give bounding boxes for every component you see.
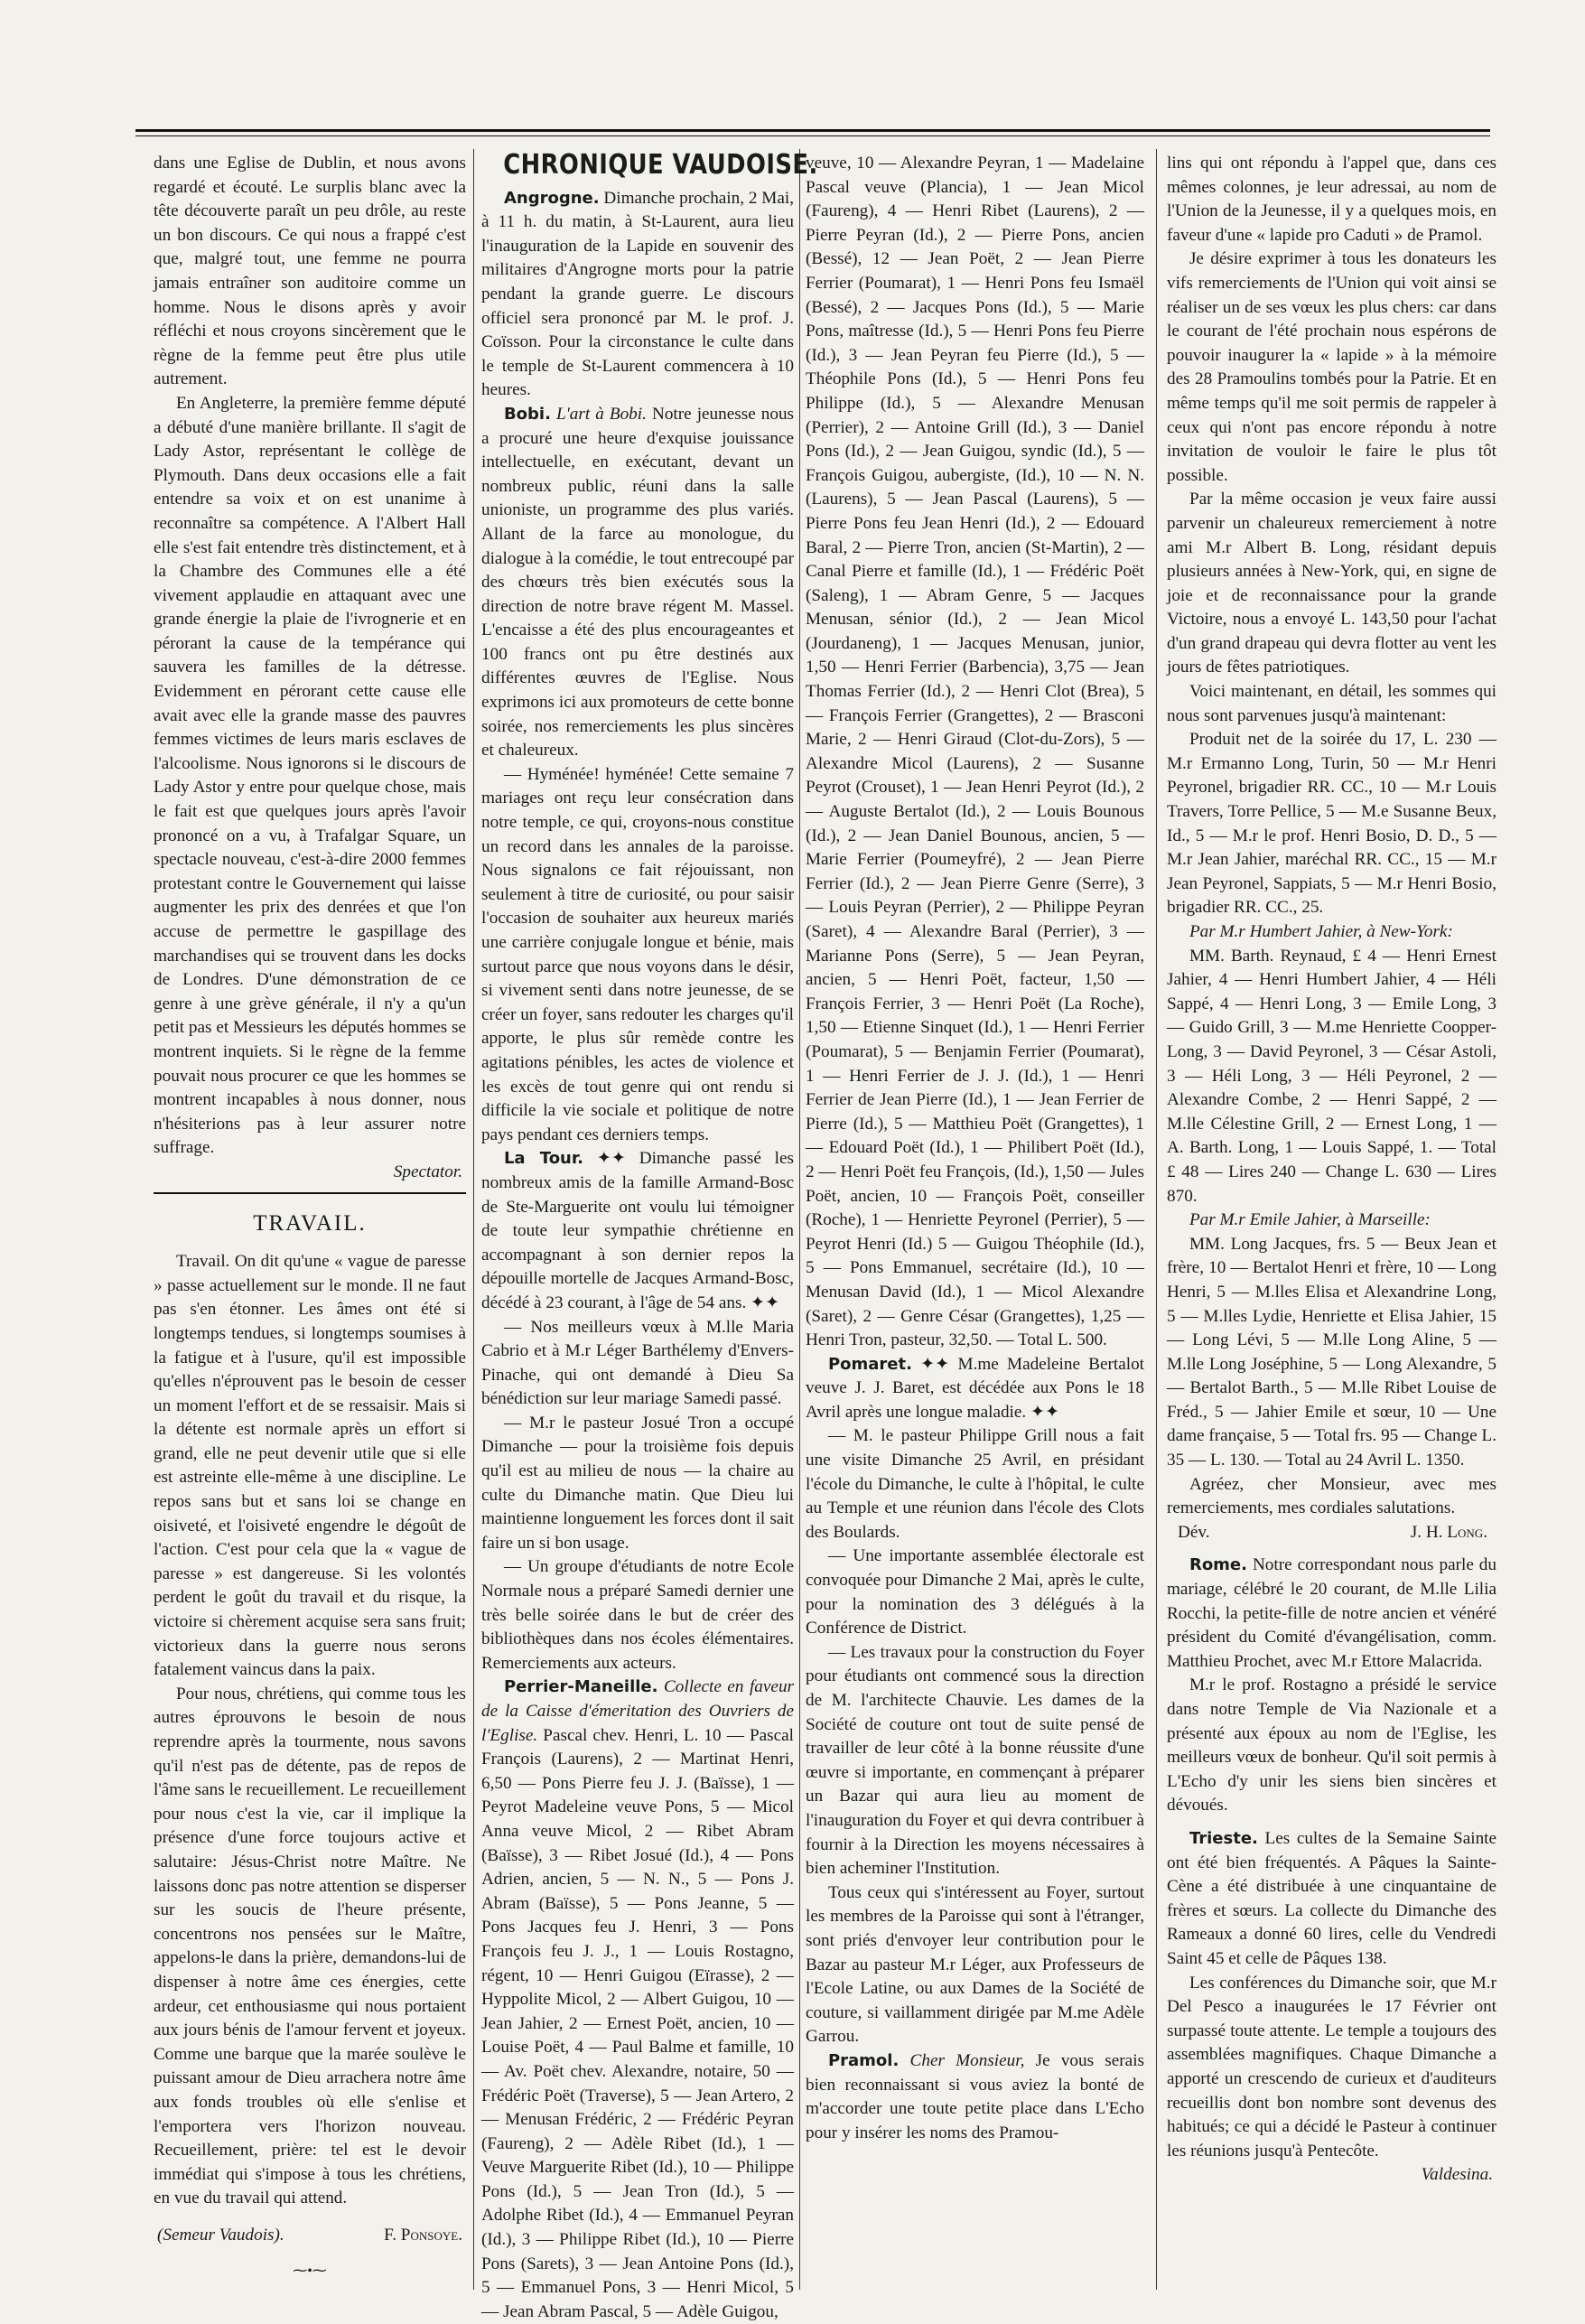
column-1: [154, 152, 466, 2292]
news-text: ✦✦ M.me Madeleine Bertalot veuve J. J. Baret, est décédée aux Pons le 18 Avril après une longue maladie. ✦✦: [806, 1354, 1144, 1422]
donor-list: veuve, 10 — Alexandre Peyran, 1 — Madelaine Pascal veuve (Plancia), 1 — Jean Micol (Faureng), 4 — Henri Ribet (Laurens), 2 — Pierre Peyran (Id.), 2 — Pierre Pons, ancien (Bessé), 12 — Jean Poët, 2 — Jean Pierre Ferrier (Poumarat), 1 — Henri Pons feu Ismaël (Bessé), 2 — Jacques Pons (Id.), 5 — Marie Pons, maîtresse (Id.), 5 — Henri Pons feu Pierre (Id.), 3 — Jean Peyran feu Pierre (Id.), 5 — Théophile Pons (Id.), 5 — Henri Pons feu Philippe (Id.), 5 — Alexandre Menusan (Perrier), 2 — Antoine Grill (Id.), 3 — Daniel Pons (Id.), 2 — Jean Guigou, syndic (Id.), 5 — François Guigou, aubergiste, (Id.), 10 — N. N. (Laurens), 5 — Jean Pascal (Laurens), 5 — Pierre Pons feu Jean Henri (Id.), 2 — Edouard Baral, 2 — Pierre Tron, ancien (St-Martin), 2 — Canal Pierre et famille (Id.), 1 — Frédéric Poët (Saleng), 1 — Abram Genre, 5 — Jacques Menusan, sénior (Id.), 2 — Jean Micol (Jourdaneng), 1 — Jacques Menusan, junior, 1,50 — Henri Ferrier (Barbencia), 3,75 — Jean Thomas Ferrier (Id.), 2 — Henri Clot (Brea), 5 — François Ferrier (Grangettes), 2 — Brasconi Marie, 2 — Henri Giraud (Clot-du-Zors), 5 — Alexandre Micol (Laurens), 2 — Susanne Peyrot (Crouset), 1 — Jean Henri Peyrot (Id.), 2 — Auguste Bertalot (Id.), 2 — Louis Bounous (Id.), 2 — Jean Daniel Bounous, ancien, 5 — Marie Ferrier (Poumeyfré), 2 — Jean Pierre Ferrier (Id.), 2 — Jean Pierre Genre (Serre), 3 — Louis Peyran (Perrier), 2 — Philippe Peyran (Saret), 4 — Alexandre Baral (Perrier), 3 — Marianne Pons (Serre), 5 — Jean Peyran, ancien, 5 — Henri Poët, facteur, 1,50 — François Ferrier, 3 — Henri Poët (La Roche), 1,50 — Etienne Sinquet (Id.), 1 — Henri Ferrier (Poumarat), 5 — Benjamin Ferrier (Poumarat), 1 — Henri Ferrier de J. J. (Id.), 1 — Henri Ferrier de Jean Pierre (Id.), 1 — Jean Ferrier de Pierre (Id.), 5 — Matthieu Poët (Grangettes), 1 — Edouard Poët (Id.), 1 — Philibert Poët (Id.), 2 — Henri Poët feu François, (Id.), 1,50 — Jules Poët, ancien, 10 — François Poët, conseiller (Roche), 1 — Henriette Peyronel (Perrier), 5 — Peyrot Henri (Id.) 5 — Guigou Théophile (Id.), 5 — Pons Emmanuel, secrétaire (Id.), 10 — Menusan David (Id.), 1 — Micol Alexandre (Saret), 2 — Genre César (Grangettes), 1,25 — Henri Tron, pasteur, 32,50. — Total L. 500.: [806, 154, 1144, 1350]
author-signature: F. Ponsoye.: [384, 2225, 462, 2245]
news-text: Dimanche prochain, 2 Mai, à 11 h. du matin, à St-Laurent, aura lieu l'inauguration de la Lapide en souvenir des militaires d'Angrogne morts pour la patrie pendant la grande guerre. Le discours officiel sera prononcé par M. le prof. J. Coïsson. Pour la circonstance le culte dans le temple de St-Laurent commencera à 10 heures.: [481, 188, 795, 400]
news-subtitle: Cher Monsieur,: [909, 2050, 1025, 2070]
place-heading: Pomaret.: [827, 1354, 912, 1374]
article-paragraph: Travail. On dit qu'une « vague de paresse » passe actuellement sur le monde. Il ne faut pas s'en étonner. Les âmes ont été si longtemps tendues, si longtemps soumises à la fatigue et à l'usure, qu'il est impossible qu'elles n'éprouvent pas le besoin de cesser un moment l'effort et de se ressaisir. Mais si la détente est normale après un effort si grand, elle ne peut devenir utile que si elle est astreinte elle-même à une discipline. Le repos sans but et sans loi se change en oisiveté, et l'oisiveté engendre le dégoût de l'action. C'est pour cela que la « vague de paresse » est dangereuse. Si les volontés perdent le goût du travail et du risque, la victoire si chèrement acquise sera sans fruit; victorieux dans la guerre nous serons fatalement vaincus dans la paix.: [154, 1252, 466, 1680]
donor-list: MM. Long Jacques, frs. 5 — Beux Jean et frère, 10 — Bertalot Henri et frère, 10 — Long Henri, 5 — M.lles Elisa et Alexandrine Long, 5 — M.lles Lydie, Henriette et Elisa Jahier, 15 — Long Lévi, 5 — M.lle Long Aline, 5 — M.lle Long Joséphine, 5 — Long Alexandre, 5 — Bertalot Barth., 5 — M.lle Ribet Louise de Fréd., 5 — Jahier Emile et sœur, 10 — Une dame française, 5 — Total frs. 95 — Change L. 35 — L. 130. — Total au 24 Avril L. 1350.: [1167, 1234, 1496, 1470]
news-text: Agréez, cher Monsieur, avec mes remerciements, mes cordiales salutations.: [1167, 1474, 1496, 1518]
news-subtitle: L'art à Bobi.: [556, 404, 647, 424]
column-separator: [799, 149, 800, 2290]
place-heading: Pramol.: [827, 2050, 900, 2070]
signature-line: [1167, 2163, 1496, 2188]
place-heading: Angrogne.: [503, 188, 600, 208]
place-heading: Rome.: [1189, 1555, 1247, 1575]
chronique-title: CHRONIQUE VAUDOISE.: [503, 149, 818, 181]
news-text: Je désire exprimer à tous les donateurs les vifs remerciements de l'Union qui voit ainsi se réaliser un de ses vœux les plus chers: car dans le courant de l'été prochain nous espérons de pouvoir inaugurer la « lapide » à la mémoire des 28 Pramoulins tombés pour la Patrie. Et en même temps qu'il me soit permis de rappeler à ceux qui n'ont pas encore répondu à notre invitation de vouloir le faire le plus tôt possible.: [1167, 249, 1496, 485]
column-separator: [1156, 149, 1157, 2290]
list-heading: Par M.r Emile Jahier, à Marseille:: [1189, 1210, 1431, 1230]
top-rule: [135, 129, 1490, 136]
place-heading: Trieste.: [1189, 1828, 1258, 1848]
source-attribution: (Semeur Vaudois).: [157, 2225, 284, 2245]
news-text: ✦✦ Dimanche passé les nombreux amis de la famille Armand-Bosc de Ste-Marguerite ont voulu lui témoigner de toute leur sympathie chrétienne en accompagnant à son dernier repos la dépouille mortelle de Jacques Armand-Bosc, décédé à 23 courant, à l'âge de 54 ans. ✦✦: [481, 1149, 794, 1312]
column-3: [806, 152, 1144, 2292]
article-paragraph: dans une Eglise de Dublin, et nous avons regardé et écouté. Le surplis blanc avec la tête découverte paraît un peu drôle, au reste un bon discours. Ce qui nous a frappé c'est que, malgré tout, une femme ne pourra jamais entraîner son auditoire comme un homme. Nous le disons après y avoir réfléchi et nous croyons sincèrement que le règne de la femme peut être plus utile autrement.: [154, 154, 466, 389]
news-text: Les cultes de la Semaine Sainte ont été bien fréquentés. A Pâques la Sainte-Cène a été distribuée à une cinquantaine de frères et sœurs. La collecte du Dimanche des Rameaux a donné 60 lires, celle du Vendredi Saint 45 et celle de Pâques 138.: [1167, 1828, 1497, 1968]
travail-title: TRAVAIL.: [253, 1210, 367, 1236]
news-text: Voici maintenant, en détail, les sommes qui nous sont parvenues jusqu'à maintenant:: [1167, 682, 1496, 725]
column-2: [481, 149, 818, 2321]
news-subtitle: Collecte en faveur de la Caisse d'émeritation des Ouvriers de l'Eglise.: [481, 1677, 794, 1745]
news-text: Tous ceux qui s'intéressent au Foyer, surtout les membres de la Paroisse qui sont à l'étranger, sont priés d'envoyer leur contribution pour le Bazar au pasteur M.r Léger, aux Professeurs de l'Ecole Latine, ou aux Dames de la Société de couture, si vaillamment dirigée par M.me Adèle Garrou.: [806, 1882, 1144, 2047]
news-text: — Hyménée! hyménée! Cette semaine 7 mariages ont reçu leur consécration dans notre temple, ce qui, croyons-nous constitue un record dans les annales de la paroisse. Nous signalons ce fait réjouissant, non seulement à titre de curiosité, ou pour saisir l'occasion de souhaiter aux heureux mariés une carrière conjugale longue et bénie, mais surtout parce que nous voyons dans le désir, si vivement senti dans notre jeunesse, de se créer un foyer, sans redouter les charges qu'il apporte, le plus sûr remède contre les agitations pénibles, les actes de violence et les excès de tout genre qui ont rendu si difficile la vie sociale et politique de notre pays pendant ces derniers temps.: [481, 764, 794, 1144]
signature-line: [154, 2224, 466, 2248]
place-heading: Perrier-Maneille.: [503, 1677, 658, 1697]
news-text: — Nos meilleurs vœux à M.lle Maria Cabrio et à M.r Léger Barthélemy d'Envers-Pinache, qui ont demandé à Dieu Sa bénédiction sur leur mariage Samedi passé.: [481, 1317, 794, 1409]
news-text: — Un groupe d'étudiants de notre Ecole Normale nous a préparé Samedi dernier une très belle soirée dans le but de créer des bibliothèques dans nos écoles élémentaires. Remerciements aux acteurs.: [481, 1557, 794, 1673]
news-text: M.r le prof. Rostagno a présidé le service dans notre Temple de Via Nazionale et a présenté aux époux au nom de l'Eglise, les meilleurs vœux de bonheur. Qu'il soit permis à L'Echo d'y unir les siens bien sincères et dévoués.: [1167, 1675, 1496, 1815]
donor-list: Produit net de la soirée du 17, L. 230 — M.r Ermanno Long, Turin, 50 — M.r Henri Peyronel, brigadier RR. CC., 10 — M.r Louis Travers, Torre Pellice, 5 — M.e Susanne Beux, Id., 5 — M.r le prof. Henri Bosio, D. D., 5 — M.r Jean Jahier, maréchal RR. CC., 15 — M.r Jean Peyronel, Sappiats, 5 — M.r Henri Bosio, brigadier RR. CC., 25.: [1167, 730, 1496, 918]
place-heading: La Tour.: [503, 1149, 584, 1169]
ornament: ⁓•⁓: [293, 2263, 327, 2280]
section-rule: [154, 1192, 466, 1194]
news-text: Par la même occasion je veux faire aussi parvenir un chaleureux remerciement à notre ami M.r Albert B. Long, résidant depuis plusieurs années à New-York, qui, en signe de joie et de reconnaissance pour la grande Victoire, nous a envoyé L. 143,50 pour l'achat d'un grand drapeau qui devra flotter au vent les jours de fêtes patriotiques.: [1167, 490, 1496, 677]
signature-dev: Dév.: [1178, 1522, 1210, 1542]
column-4: [1167, 152, 1496, 2292]
place-heading: Bobi.: [503, 404, 551, 424]
news-text: — Les travaux pour la construction du Foyer pour étudiants ont commencé sous la direction de M. l'architecte Chauvie. Les dames de la Société de couture ont tout de suite pensé de travailler de leur côté à la bonne réussite d'une œuvre si importante, en commençant à préparer un Bazar qui aura lieu au moment de l'inauguration du Foyer et qui devra contribuer à fournir à la Direction les moyens nécessaires à bien acheminer l'Institution.: [806, 1642, 1144, 1879]
news-text: Notre correspondant nous parle du mariage, célébré le 20 courant, de M.lle Lilia Rocchi, la petite-fille de notre ancien et vénéré président du Comité d'évangélisation, comm. Matthieu Prochet, avec M.r Ettore Malacrida.: [1167, 1555, 1496, 1671]
signature-line: [154, 1161, 466, 1185]
news-text: Notre jeunesse nous a procuré une heure d'exquise jouissance intellectuelle, en exécutant, devant un nombreux public, réuni dans la salle unioniste, un programme des plus variés. Allant de la farce au monologue, du dialogue à la comédie, le tout entrecoupé par des chœurs très bien exécutés sous la direction de notre brave régent M. Massel. L'encaisse a été des plus encourageantes et 100 francs ont pu être destinés aux différentes œuvres de l'Eglise. Nous exprimons ici aux promoteurs de cette bonne soirée, nos remerciements les plus sincères et chaleureux.: [481, 404, 795, 761]
signature-line: [1167, 1521, 1496, 1545]
news-text: lins qui ont répondu à l'appel que, dans ces mêmes colonnes, je leur adressai, au nom de l'Union de la Jeunesse, il y a quelques mois, en faveur d'une « lapide pro Caduti » de Pramol.: [1167, 154, 1496, 245]
article-paragraph: En Angleterre, la première femme député a débuté d'une manière brillante. Il s'agit de Lady Astor, représentant le collège de Plymouth. Dans deux occasions elle a fait entendre sa voix et on est unanime à reconnaître sa compétence. A l'Albert Hall elle s'est fait entendre très distinctement, et à la Chambre des Communes elle a été vivement applaudie en attaquant avec une grande énergie la plaie de l'ivrognerie et en pérorant la cause de la tempérance qui sauvera les familles de la détresse. Evidemment en pérorant cette cause elle avait avec elle la grande masse des pauvres femmes victimes de leurs maris esclaves de l'alcoolisme. Nous ignorons si le discours de Lady Astor y entre pour quelque chose, mais le fait est que quelques jours après l'avoir prononcé on a vu, à Trafalgar Square, un spectacle nouveau, c'est-à-dire 2000 femmes protestant contre le Gouvernement qui laisse augmenter les prix des denrées et que l'on accuse de permettre le gaspillage des marchandises qui se trouvent dans les docks de Londres. D'une démonstration de ce genre à une grève générale, il n'y a qu'un petit pas et Messieurs les députés hommes se montrent inquiets. Si le règne de la femme pouvait nous procurer ce que les hommes se montrent incapables à nous donner, nous n'hésiterions pas à leur assurer notre suffrage.: [154, 393, 466, 1158]
news-text: Je vous serais bien reconnaissant si vous aviez la bonté de m'accorder une toute petite place dans L'Echo pour y insérer les noms des Pramou-: [806, 2050, 1144, 2142]
signature-valdesina: Valdesina.: [1421, 2165, 1493, 2185]
article-paragraph: Pour nous, chrétiens, qui comme tous les autres éprouvons le besoin de nous reprendre après la tourmente, nous savons qu'il n'est pas de détente, pas de repos de l'âme sans le recueillement. Le recueillement pour nous c'est la vie, car il implique la présence d'une force toujours active et salutaire: Jésus-Christ notre Maître. Ne laissons donc pas notre attention se disperser sur les soucis de l'heure présente, concentrons nos pensées sur le Maître, appelons-le dans la prière, demandons-lui de dispenser à notre âme ces énergies, cette ardeur, cet enthousiasme qui nous portaient aux jours bénis de l'amour fervent et joyeux. Comme une barque que la marée soulève le puissant amour de Dieu arrachera notre âme aux fonds troubles où elle s'enlise et l'emportera vers l'horizon nouveau. Recueillement, prière: tel est le devoir immédiat qui s'impose à tous les chrétiens, en vue du travail qui attend.: [154, 1684, 466, 2208]
donor-list: MM. Barth. Reynaud, £ 4 — Henri Ernest Jahier, 4 — Henri Humbert Jahier, 4 — Héli Sappé, 4 — Henri Long, 3 — Emile Long, 3 — Guido Grill, 3 — M.me Henriette Coopper-Long, 3 — David Peyronel, 3 — César Astoli, 3 — Héli Long, 3 — Héli Peyronel, 2 — Alexandre Combe, 2 — Henri Sappé, 2 — M.lle Célestine Grill, 2 — Ernest Long, 1 — A. Barth. Long, 1 — Louis Sappé, 1. — Total £ 48 — Lires 240 — Change L. 630 — Lires 870.: [1167, 946, 1496, 1206]
news-text: — M. le pasteur Philippe Grill nous a fait une visite Dimanche 25 Avril, en présidant l'école du Dimanche, le culte à l'hôpital, le culte au Temple et une réunion dans l'école des Clots des Boulards.: [806, 1426, 1144, 1542]
donor-list: Pascal chev. Henri, L. 10 — Pascal François (Laurens), 2 — Martinat Henri, 6,50 — Pons Pierre feu J. J. (Baïsse), 1 — Peyrot Madeleine veuve Pons, 5 — Micol Anna veuve Micol, 2 — Ribet Abram (Baïsse), 3 — Ribet Josué (Id.), 4 — Pons Adrien, ancien, 5 — N. N., 5 — Pons J. Abram (Baïsse), 5 — Pons Jeanne, 5 — Pons Jacques feu J. Henri, 3 — Pons François feu J. J., 1 — Louis Rostagno, régent, 10 — Henri Guigou (Eïrasse), 2 — Hyppolite Micol, 2 — Albert Guigou, 10 — Jean Jahier, 2 — Ernest Poët, ancien, 10 — Louise Poët, 4 — Paul Balme et famille, 10 — Av. Poët chev. Alexandre, notaire, 50 — Frédéric Poët (Traverse), 5 — Jean Artero, 2 — Menusan Frédéric, 2 — Frédéric Peyran (Faureng), 2 — Adèle Ribet (Id.), 1 — Veuve Marguerite Ribet (Id.), 10 — Philippe Pons (Id.), 5 — Jean Tron (Id.), 5 — Adolphe Ribet (Id.), 4 — Emmanuel Peyran (Id.), 3 — Philippe Ribet (Id.), 10 — Pierre Pons (Sarets), 3 — Jean Antoine Pons (Id.), 5 — Emmanuel Pons, 3 — Henri Micol, 5 — Jean Abram Pascal, 5 — Adèle Guigou,: [481, 1725, 795, 2321]
news-text: Les conférences du Dimanche soir, que M.r Del Pesco a inaugurées le 17 Février ont surpassé toute attente. Le temple a toujours des assemblées magnifiques. Chaque Dimanche a apporté un crescendo de curieux et d'auditeurs recueillis dont bon nombre sont devenus des habitués; ce qui a décidé le Pasteur à continuer les réunions jusqu'à Pentecôte.: [1167, 1973, 1496, 2161]
news-text: — M.r le pasteur Josué Tron a occupé Dimanche — pour la troisième fois depuis qu'il est au milieu de nous — la chaire au culte du Dimanche matin. Que Dieu lui maintienne longuement les forces dont il sait faire un si bon usage.: [481, 1413, 794, 1553]
news-text: — Une importante assemblée électorale est convoquée pour Dimanche 2 Mai, après le culte, pour la nomination des 3 délégués à la Conférence de District.: [806, 1546, 1144, 1638]
author-signature: J. H. Long.: [1410, 1522, 1487, 1542]
list-heading: Par M.r Humbert Jahier, à New-York:: [1189, 922, 1453, 941]
column-separator: [473, 149, 474, 2290]
signature-spectator: Spectator.: [393, 1162, 462, 1181]
